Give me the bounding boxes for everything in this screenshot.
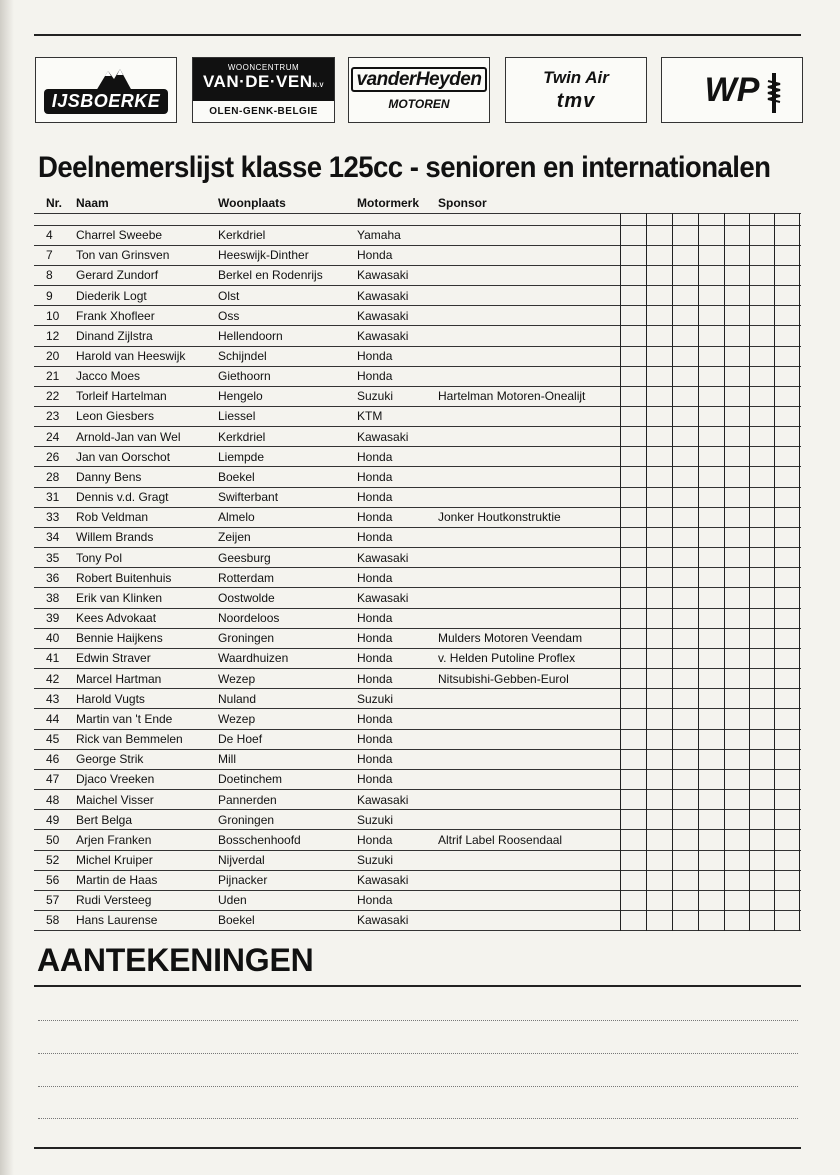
cell-woonplaats: Pijnacker	[218, 873, 268, 888]
cell-motormerk: Kawasaki	[357, 550, 409, 565]
table-row	[0, 873, 840, 893]
cell-naam: Harold van Heeswijk	[76, 349, 186, 363]
cell-naam: Edwin Straver	[76, 651, 151, 666]
cell-nr: 33	[46, 510, 60, 525]
cell-naam: Martin de Haas	[76, 873, 158, 888]
cell-motormerk: Honda	[357, 772, 393, 787]
cell-motormerk: Kawasaki	[357, 328, 409, 343]
col-header-woonplaats: Woonplaats	[218, 196, 286, 210]
cell-naam: Rick van Bemmelen	[76, 732, 183, 746]
cell-sponsor: Mulders Motoren Veendam	[438, 631, 583, 646]
cell-nr: 12	[46, 328, 60, 343]
table-row	[0, 329, 840, 349]
cell-woonplaats: Bosschenhoofd	[218, 832, 301, 847]
cell-motormerk: Suzuki	[357, 853, 394, 867]
table-row	[0, 591, 840, 611]
table-row	[0, 611, 840, 631]
table-row	[0, 490, 840, 510]
vandeven-top-text: WOONCENTRUM	[227, 63, 300, 72]
cell-naam: Erik van Klinken	[76, 590, 163, 605]
cell-sponsor: Altrif Label Roosendaal	[438, 832, 563, 847]
cell-naam: Hans Laurense	[76, 913, 158, 928]
cell-naam: Marcel Hartman	[76, 671, 162, 686]
cell-nr: 35	[46, 550, 60, 565]
cell-nr: 48	[46, 792, 60, 807]
cell-naam: Willem Brands	[76, 530, 154, 545]
cell-nr: 50	[46, 832, 60, 847]
table-row	[0, 853, 840, 873]
cell-nr: 20	[46, 349, 60, 363]
vandeven-location: OLEN-GENK-BELGIE	[209, 106, 318, 117]
note-line[interactable]	[38, 1086, 798, 1087]
cell-nr: 28	[46, 469, 60, 484]
cell-nr: 49	[46, 812, 60, 827]
cell-woonplaats: Waardhuizen	[218, 651, 289, 666]
table-row	[0, 571, 840, 591]
cell-motormerk: Honda	[357, 832, 393, 847]
cell-nr: 45	[46, 732, 60, 746]
cell-naam: Martin van 't Ende	[76, 711, 173, 726]
cell-sponsor: v. Helden Putoline Proflex	[438, 651, 576, 666]
cell-motormerk: Honda	[357, 449, 393, 464]
cell-motormerk: Kawasaki	[357, 308, 409, 323]
cell-motormerk: Honda	[357, 490, 393, 505]
cell-nr: 21	[46, 369, 60, 384]
page-title: Deelnemerslijst klasse 125cc - senioren en internationalen	[38, 151, 771, 184]
cell-woonplaats: Boekel	[218, 469, 255, 484]
table-row	[0, 893, 840, 913]
cell-nr: 10	[46, 308, 60, 323]
notes-title: AANTEKENINGEN	[37, 942, 314, 978]
table-row	[0, 530, 840, 550]
cell-naam: Bert Belga	[76, 812, 133, 827]
cell-nr: 58	[46, 913, 60, 928]
cell-woonplaats: Almelo	[218, 510, 255, 525]
cell-woonplaats: Hellendoorn	[218, 328, 283, 343]
cell-nr: 41	[46, 651, 60, 666]
cell-motormerk: Honda	[357, 671, 393, 686]
table-row	[0, 732, 840, 752]
sponsor-logo-row	[35, 57, 805, 127]
ijsboerke-wordmark: IJSBOERKE	[44, 89, 169, 114]
table-row	[0, 470, 840, 490]
cell-motormerk: Honda	[357, 611, 393, 625]
cell-motormerk: Honda	[357, 248, 393, 263]
cell-nr: 40	[46, 631, 60, 646]
table-row	[0, 631, 840, 651]
cell-woonplaats: Oss	[218, 308, 240, 323]
cell-naam: Jan van Oorschot	[76, 449, 171, 464]
cell-naam: George Strik	[76, 752, 144, 767]
col-header-naam: Naam	[76, 196, 109, 210]
cell-woonplaats: Olst	[218, 288, 240, 303]
table-row	[0, 833, 840, 853]
col-header-motormerk: Motormerk	[357, 196, 420, 210]
cell-motormerk: Honda	[357, 349, 393, 363]
table-row	[0, 369, 840, 389]
cell-naam: Harold Vugts	[76, 691, 145, 706]
cell-nr: 36	[46, 570, 60, 585]
vanderheyden-wordmark: vanderHeyden	[351, 67, 488, 92]
note-line[interactable]	[38, 1020, 798, 1021]
cell-naam: Leon Giesbers	[76, 409, 155, 424]
cell-motormerk: Kawasaki	[357, 429, 409, 444]
cell-nr: 23	[46, 409, 60, 424]
cell-nr: 46	[46, 752, 60, 767]
cell-nr: 8	[46, 268, 53, 283]
cell-woonplaats: Berkel en Rodenrijs	[218, 268, 323, 283]
cell-naam: Ton van Grinsven	[76, 248, 170, 263]
cell-naam: Torleif Hartelman	[76, 389, 167, 404]
bottom-rule	[34, 1147, 801, 1149]
note-line[interactable]	[38, 1053, 798, 1054]
cell-naam: Kees Advokaat	[76, 611, 157, 625]
sponsor-logo-wp	[661, 57, 803, 123]
top-rule	[34, 34, 801, 36]
table-row	[0, 772, 840, 792]
cell-motormerk: Honda	[357, 469, 393, 484]
table-row	[0, 349, 840, 369]
table-row	[0, 289, 840, 309]
cell-motormerk: Kawasaki	[357, 268, 409, 283]
cell-woonplaats: Giethoorn	[218, 369, 271, 384]
cell-naam: Arjen Franken	[76, 832, 152, 847]
table-row	[0, 309, 840, 329]
cell-nr: 56	[46, 873, 60, 888]
cell-woonplaats: Nijverdal	[218, 853, 265, 867]
cell-woonplaats: Boekel	[218, 913, 255, 928]
cell-woonplaats: Uden	[218, 893, 247, 908]
vandeven-wordmark: VAN·DE·VEN	[202, 72, 313, 91]
cell-woonplaats: Kerkdriel	[218, 429, 266, 444]
cell-nr: 44	[46, 711, 60, 726]
cell-woonplaats: Liempde	[218, 449, 265, 464]
sponsor-logo-twinair	[505, 57, 647, 123]
cell-motormerk: Suzuki	[357, 812, 394, 827]
cell-motormerk: Honda	[357, 570, 393, 585]
cell-woonplaats: Hengelo	[218, 389, 263, 404]
col-header-sponsor: Sponsor	[438, 196, 487, 210]
cell-naam: Maichel Visser	[76, 792, 154, 807]
cell-woonplaats: Pannerden	[218, 792, 277, 807]
cell-motormerk: Honda	[357, 893, 393, 908]
cell-nr: 39	[46, 611, 60, 625]
cell-motormerk: Honda	[357, 530, 393, 545]
cell-nr: 4	[46, 228, 53, 242]
cell-sponsor: Hartelman Motoren-Onealijt	[438, 389, 586, 404]
table-row-rule	[34, 225, 801, 226]
cell-nr: 57	[46, 893, 60, 908]
cell-woonplaats: Wezep	[218, 711, 256, 726]
cell-naam: Robert Buitenhuis	[76, 570, 172, 585]
wp-wordmark: WP	[705, 71, 760, 110]
table-row	[0, 228, 840, 248]
cell-naam: Frank Xhofleer	[76, 308, 155, 323]
table-row	[0, 510, 840, 530]
cell-woonplaats: Wezep	[218, 671, 256, 686]
table-row	[0, 672, 840, 692]
cell-naam: Dinand Zijlstra	[76, 328, 153, 343]
cell-nr: 42	[46, 671, 60, 686]
cell-nr: 34	[46, 530, 60, 545]
cell-motormerk: Honda	[357, 752, 393, 767]
cell-woonplaats: Swifterbant	[218, 490, 279, 505]
cell-naam: Charrel Sweebe	[76, 228, 163, 242]
cell-motormerk: Kawasaki	[357, 913, 409, 928]
table-row	[0, 389, 840, 409]
cell-woonplaats: Nuland	[218, 691, 257, 706]
cell-naam: Dennis v.d. Gragt	[76, 490, 169, 505]
cell-naam: Bennie Haijkens	[76, 631, 163, 646]
cell-naam: Danny Bens	[76, 469, 142, 484]
table-row	[0, 430, 840, 450]
cell-naam: Michel Kruiper	[76, 853, 153, 867]
cell-woonplaats: Kerkdriel	[218, 228, 266, 242]
cell-woonplaats: Liessel	[218, 409, 256, 424]
cell-naam: Gerard Zundorf	[76, 268, 159, 283]
table-row	[0, 913, 840, 933]
cell-woonplaats: Doetinchem	[218, 772, 283, 787]
cell-woonplaats: Zeijen	[218, 530, 251, 545]
cell-motormerk: Kawasaki	[357, 792, 409, 807]
table-row	[0, 409, 840, 429]
cell-naam: Rob Veldman	[76, 510, 149, 525]
cell-woonplaats: Mill	[218, 752, 236, 767]
sponsor-logo-vanderheyden	[348, 57, 490, 123]
cell-naam: Jacco Moes	[76, 369, 141, 384]
table-row	[0, 551, 840, 571]
cell-nr: 9	[46, 288, 53, 303]
cell-motormerk: Honda	[357, 651, 393, 666]
cell-motormerk: Suzuki	[357, 389, 394, 404]
cell-woonplaats: Geesburg	[218, 550, 271, 565]
cell-woonplaats: Groningen	[218, 812, 275, 827]
cell-nr: 24	[46, 429, 60, 444]
mountain-icon	[94, 65, 134, 91]
cell-nr: 52	[46, 853, 60, 867]
cell-nr: 38	[46, 590, 60, 605]
cell-nr: 22	[46, 389, 60, 404]
cell-woonplaats: Heeswijk-Dinther	[218, 248, 309, 263]
vanderheyden-sub: MOTOREN	[388, 97, 450, 111]
cell-woonplaats: Oostwolde	[218, 590, 275, 605]
cell-nr: 31	[46, 490, 60, 505]
sponsor-logo-ijsboerke	[35, 57, 177, 123]
sponsor-logo-vandeven	[192, 57, 335, 123]
cell-motormerk: KTM	[357, 409, 383, 424]
cell-woonplaats: Schijndel	[218, 349, 267, 363]
cell-naam: Tony Pol	[76, 550, 123, 565]
cell-nr: 43	[46, 691, 60, 706]
cell-motormerk: Honda	[357, 369, 393, 384]
cell-woonplaats: De Hoef	[218, 732, 263, 746]
cell-motormerk: Suzuki	[357, 691, 394, 706]
cell-woonplaats: Noordeloos	[218, 611, 280, 625]
cell-motormerk: Yamaha	[357, 228, 401, 242]
cell-nr: 47	[46, 772, 60, 787]
cell-woonplaats: Rotterdam	[218, 570, 275, 585]
cell-sponsor: Nitsubishi-Gebben-Eurol	[438, 671, 569, 686]
cell-naam: Djaco Vreeken	[76, 772, 155, 787]
cell-sponsor: Jonker Houtkonstruktie	[438, 510, 561, 525]
cell-motormerk: Honda	[357, 732, 393, 746]
cell-naam: Arnold-Jan van Wel	[76, 429, 181, 444]
cell-motormerk: Honda	[357, 711, 393, 726]
table-row	[0, 450, 840, 470]
table-row	[0, 268, 840, 288]
cell-nr: 7	[46, 248, 53, 263]
vandeven-suffix: N.V	[312, 83, 325, 89]
cell-motormerk: Kawasaki	[357, 873, 409, 888]
table-row	[0, 712, 840, 732]
table-row	[0, 248, 840, 268]
cell-motormerk: Kawasaki	[357, 288, 409, 303]
cell-nr: 26	[46, 449, 60, 464]
table-header-rule	[34, 213, 801, 214]
table-row	[0, 752, 840, 772]
table-row	[0, 651, 840, 671]
cell-woonplaats: Groningen	[218, 631, 275, 646]
table-row	[0, 793, 840, 813]
table-row	[0, 692, 840, 712]
cell-naam: Diederik Logt	[76, 288, 147, 303]
cell-naam: Rudi Versteeg	[76, 893, 152, 908]
note-line[interactable]	[38, 1118, 798, 1119]
twinair-wordmark: Twin Air	[543, 67, 609, 87]
table-row	[0, 813, 840, 833]
notes-rule	[34, 985, 801, 987]
cell-motormerk: Honda	[357, 510, 393, 525]
cell-motormerk: Honda	[357, 631, 393, 646]
tmv-wordmark: tmv	[556, 89, 596, 112]
cell-motormerk: Kawasaki	[357, 590, 409, 605]
shock-absorber-icon	[767, 73, 781, 113]
col-header-nr: Nr.	[46, 196, 63, 210]
